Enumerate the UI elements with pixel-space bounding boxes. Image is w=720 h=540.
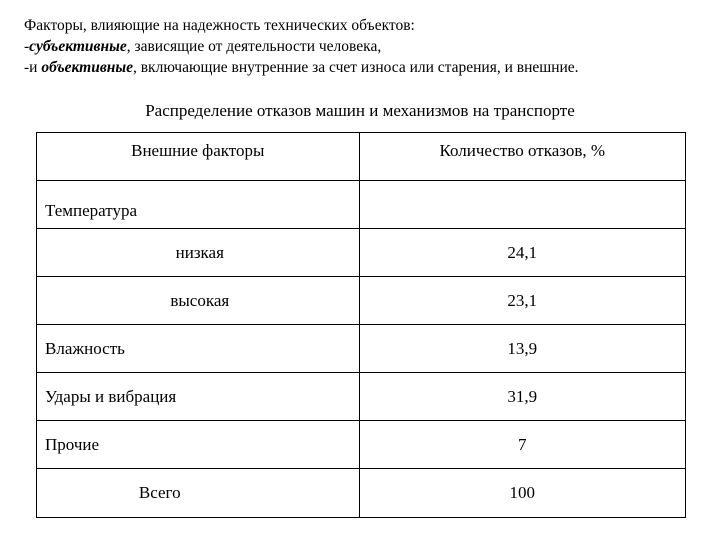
count-cell-temperature bbox=[359, 181, 685, 229]
intro-line-3 bbox=[24, 57, 579, 78]
factor-vibration: Удары и вибрация bbox=[45, 386, 177, 406]
objective-term: объективные bbox=[41, 59, 133, 76]
header-count-label: Количество отказов, % bbox=[439, 141, 606, 160]
count-cell-total bbox=[359, 469, 685, 518]
count-other: 7 bbox=[518, 434, 527, 454]
table-header-row bbox=[37, 133, 686, 181]
count-low: 24,1 bbox=[507, 242, 538, 262]
factor-temperature: Температура bbox=[45, 200, 138, 220]
factor-cell-total bbox=[37, 469, 360, 518]
count-cell-humidity bbox=[359, 325, 685, 373]
table-row bbox=[37, 181, 686, 229]
intro-line-3-rest: , включающие внутренние за счет износа или старения, и внешние. bbox=[132, 59, 579, 76]
header-count bbox=[359, 133, 685, 181]
factor-high: высокая bbox=[170, 290, 230, 310]
table-caption: Распределение отказов машин и механизмов на транспорте bbox=[145, 101, 575, 120]
header-factors bbox=[37, 133, 360, 181]
intro-line-2-rest: , зависящие от деятельности человека, bbox=[126, 38, 382, 55]
table-row-total bbox=[37, 469, 686, 518]
count-cell-other bbox=[359, 421, 685, 469]
count-total: 100 bbox=[509, 483, 536, 502]
count-vibration: 31,9 bbox=[507, 386, 538, 406]
intro-line-1 bbox=[24, 15, 579, 36]
count-high: 23,1 bbox=[507, 290, 538, 310]
intro-line-3-prefix: -и bbox=[24, 59, 42, 76]
factor-cell-other bbox=[37, 421, 360, 469]
count-cell-high bbox=[359, 277, 685, 325]
count-humidity: 13,9 bbox=[507, 338, 538, 358]
header-factors-label: Внешние факторы bbox=[131, 141, 265, 160]
intro-line-2 bbox=[24, 36, 579, 57]
table-row bbox=[37, 373, 686, 421]
table-row bbox=[37, 421, 686, 469]
intro-line-2-prefix: - bbox=[24, 38, 30, 55]
intro-text bbox=[24, 15, 579, 78]
factor-other: Прочие bbox=[45, 434, 100, 454]
factor-cell-temperature bbox=[37, 181, 360, 229]
table-row bbox=[37, 325, 686, 373]
factor-total: Всего bbox=[138, 483, 181, 502]
failures-table bbox=[36, 132, 686, 518]
factor-cell-humidity bbox=[37, 325, 360, 373]
table-row bbox=[37, 277, 686, 325]
factor-cell-vibration bbox=[37, 373, 360, 421]
factor-cell-low bbox=[37, 229, 360, 277]
intro-heading: Факторы, влияющие на надежность технических объектов: bbox=[24, 17, 415, 34]
count-cell-low bbox=[359, 229, 685, 277]
table-row bbox=[37, 229, 686, 277]
subjective-term: субъективные bbox=[29, 38, 127, 55]
factor-humidity: Влажность bbox=[45, 338, 125, 358]
factor-cell-high bbox=[37, 277, 360, 325]
factor-low: низкая bbox=[175, 242, 224, 262]
count-cell-vibration bbox=[359, 373, 685, 421]
